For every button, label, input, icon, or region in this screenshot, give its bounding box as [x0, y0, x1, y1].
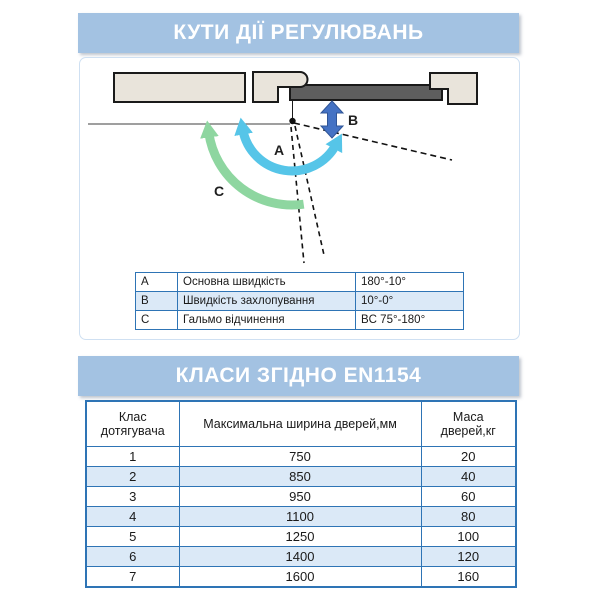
table-cell: A — [136, 273, 178, 292]
table-row — [86, 447, 516, 467]
en1154-classes-table — [85, 400, 517, 588]
label-c: C — [214, 183, 225, 199]
table-row — [136, 292, 464, 311]
label-b: B — [348, 112, 359, 128]
table-row — [86, 487, 516, 507]
table-cell: 80 — [421, 507, 516, 527]
table-cell: 1 — [86, 447, 179, 467]
header-closer-class: Клас дотягувача — [86, 401, 179, 447]
table-cell: B — [136, 292, 178, 311]
header-door-mass: Маса дверей,кг — [421, 401, 516, 447]
adjustment-angles-diagram-box — [79, 57, 520, 340]
adjustment-legend-table — [135, 272, 464, 330]
table-cell: 850 — [179, 467, 421, 487]
table-row — [86, 547, 516, 567]
pivot-point — [289, 118, 295, 124]
table-row — [86, 507, 516, 527]
table-cell: 1400 — [179, 547, 421, 567]
table-row — [136, 311, 464, 330]
table-cell: 950 — [179, 487, 421, 507]
table-cell: BC 75°-180° — [356, 311, 464, 330]
door-position-80deg-line — [295, 126, 324, 255]
table-cell: 10°-0° — [356, 292, 464, 311]
table-cell: 2 — [86, 467, 179, 487]
table-cell: Основна швидкість — [178, 273, 356, 292]
table-row — [136, 273, 464, 292]
table-cell: 1100 — [179, 507, 421, 527]
table-row — [86, 567, 516, 588]
table-cell: 40 — [421, 467, 516, 487]
table-cell: 180°-10° — [356, 273, 464, 292]
table-cell: 3 — [86, 487, 179, 507]
arc-a-main-speed — [243, 130, 336, 171]
table-cell: Гальмо відчинення — [178, 311, 356, 330]
table-row — [86, 467, 516, 487]
table-cell: 7 — [86, 567, 179, 588]
section2-title-bar — [78, 356, 519, 396]
table-cell: 160 — [421, 567, 516, 588]
table-cell: 5 — [86, 527, 179, 547]
table-cell: Швидкість захлопування — [178, 292, 356, 311]
section1-title-bar — [78, 13, 519, 53]
table-header-row — [86, 401, 516, 447]
table-cell: 100 — [421, 527, 516, 547]
table-cell: 120 — [421, 547, 516, 567]
section1-title: КУТИ ДІЇ РЕГУЛЮВАНЬ — [173, 21, 424, 44]
table-cell: 4 — [86, 507, 179, 527]
table-cell: C — [136, 311, 178, 330]
table-cell: 20 — [421, 447, 516, 467]
table-cell: 1600 — [179, 567, 421, 588]
table-row — [86, 527, 516, 547]
door-leaf — [290, 85, 442, 100]
header-max-door-width: Максимальна ширина дверей,мм — [179, 401, 421, 447]
section2-title: КЛАСИ ЗГІДНО EN1154 — [175, 364, 422, 387]
label-a: A — [274, 142, 285, 158]
table-cell: 6 — [86, 547, 179, 567]
table-cell: 60 — [421, 487, 516, 507]
door-position-10deg-line — [294, 123, 452, 160]
table-cell: 1250 — [179, 527, 421, 547]
table-cell: 750 — [179, 447, 421, 467]
door-position-75deg-line — [291, 127, 304, 263]
arrow-b-latching-speed — [321, 101, 343, 138]
wall-section-left — [114, 73, 245, 102]
